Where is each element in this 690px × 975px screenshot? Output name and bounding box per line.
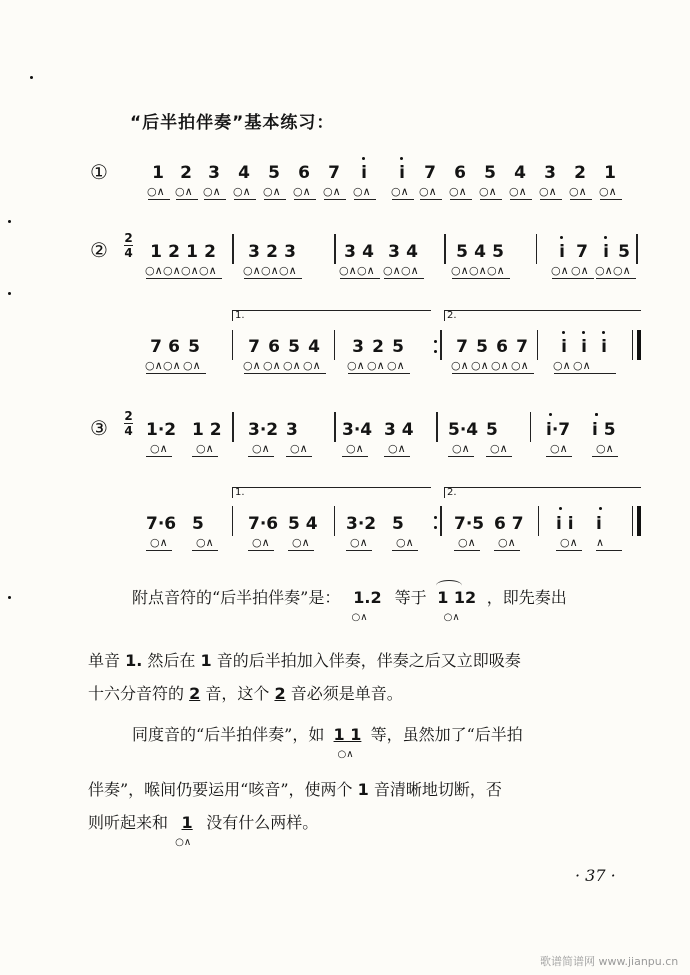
beat-underline: [592, 456, 618, 457]
accompaniment-mark: ○∧: [252, 536, 270, 549]
accompaniment-mark: ○∧: [181, 264, 199, 277]
beat-underline: [264, 199, 286, 200]
accompaniment-mark: ○∧: [293, 185, 311, 198]
note-group: 3·2: [346, 514, 377, 534]
accompaniment-mark: ○∧: [145, 264, 163, 277]
beat-underline: [452, 373, 474, 374]
volta-1: 1.: [232, 487, 431, 498]
beat-underline: [480, 199, 502, 200]
accompaniment-mark: ○∧: [263, 359, 281, 372]
beat-underline: [494, 550, 520, 551]
beat-underline: [200, 278, 222, 279]
inline-note: [329, 725, 365, 760]
accompaniment-mark: ○∧: [383, 264, 401, 277]
accompaniment-mark: ○∧: [203, 185, 221, 198]
accompaniment-mark: ○∧: [553, 359, 571, 372]
exercise-2-label: ②: [90, 238, 108, 262]
accompaniment-mark: ○∧: [290, 442, 308, 455]
accompaniment-mark: ○∧: [449, 185, 467, 198]
beat-underline: [540, 199, 562, 200]
beat-underline: [570, 199, 592, 200]
beat-underline: [234, 199, 256, 200]
margin-speck: [8, 596, 11, 599]
bar-line: [537, 330, 538, 360]
note: 2: [168, 242, 180, 262]
octave-dot: [400, 157, 403, 160]
octave-dot: [560, 236, 563, 239]
note: 5: [618, 242, 630, 262]
note: 7: [424, 163, 436, 183]
accompaniment-mark: ○∧: [443, 612, 460, 623]
note: i: [581, 337, 587, 357]
accompaniment-mark: ○∧: [387, 359, 405, 372]
note: i: [561, 337, 567, 357]
octave-dot: [604, 236, 607, 239]
accompaniment-mark: ○∧: [479, 185, 497, 198]
beat-underline: [354, 199, 376, 200]
note-text: 1.2: [353, 588, 382, 607]
note-group: 3 4: [384, 420, 414, 440]
note-group: 5: [192, 514, 204, 534]
accompaniment-mark: ○∧: [498, 536, 516, 549]
time-bottom: 4: [124, 246, 133, 260]
accompaniment-mark: ○∧: [560, 536, 578, 549]
repeat-dot: [434, 340, 437, 343]
paragraph-line-4: [132, 722, 523, 760]
volta-2: 2.: [444, 310, 641, 321]
text: 则听起来和: [88, 813, 169, 832]
note: 5: [188, 337, 200, 357]
repeat-dot: [434, 526, 437, 529]
octave-dot: [599, 507, 602, 510]
accompaniment-mark: ○∧: [353, 185, 371, 198]
paragraph-line-5: [88, 777, 502, 800]
beat-underline: [288, 550, 314, 551]
accompaniment-mark: ○∧: [183, 359, 201, 372]
accompaniment-mark: ○∧: [550, 442, 568, 455]
bar-line: [232, 412, 234, 442]
inline-note: 1: [200, 651, 212, 670]
beat-underline: [244, 373, 266, 374]
accompaniment-mark: ○∧: [471, 359, 489, 372]
accompaniment-mark: ○∧: [196, 442, 214, 455]
beat-underline: [402, 278, 424, 279]
beat-underline: [450, 199, 472, 200]
note: 3: [284, 242, 296, 262]
note: 6: [268, 337, 280, 357]
note-group: i·7: [546, 420, 571, 440]
beat-underline: [472, 373, 494, 374]
paragraph-line-2: [88, 648, 521, 671]
text: 附点音符的“后半拍伴奏”是：: [132, 588, 341, 607]
text: 音，这个: [205, 684, 270, 703]
beat-underline: [614, 278, 636, 279]
note: 5: [392, 337, 404, 357]
beat-underline: [556, 550, 582, 551]
note-group: 7·5: [454, 514, 485, 534]
note: i: [601, 337, 607, 357]
bar-line: [232, 330, 233, 360]
note-group: 3·4: [342, 420, 373, 440]
bar-line: [334, 506, 335, 536]
paragraph-line-3: [88, 681, 403, 704]
note: 4: [406, 242, 418, 262]
paragraph-line-1: [132, 585, 567, 623]
note: 2: [204, 242, 216, 262]
note: 2: [266, 242, 278, 262]
note: i: [603, 242, 609, 262]
accompaniment-mark: ○∧: [337, 749, 354, 760]
beat-underline: [454, 550, 480, 551]
note-group: 5: [392, 514, 404, 534]
accompaniment-mark: ○∧: [175, 185, 193, 198]
text: 音必须是单音。: [290, 684, 403, 703]
accompaniment-mark: ○∧: [199, 264, 217, 277]
beat-underline: [294, 199, 316, 200]
text: 音的后半拍加入伴奏，伴奏之后又立即吸奏: [216, 651, 521, 670]
final-bar: [637, 330, 641, 360]
beat-underline: [280, 278, 302, 279]
accompaniment-mark: ○∧: [613, 264, 631, 277]
note: 3: [544, 163, 556, 183]
beat-underline: [600, 199, 622, 200]
note: 6: [454, 163, 466, 183]
inline-note: 2: [274, 684, 286, 703]
accompaniment-mark: ○∧: [303, 359, 321, 372]
octave-dot: [595, 413, 598, 416]
beat-underline: [192, 550, 218, 551]
accompaniment-mark: ○∧: [279, 264, 297, 277]
text: 等于: [394, 588, 427, 607]
accompaniment-mark: ○∧: [283, 359, 301, 372]
accompaniment-mark: ○∧: [573, 359, 591, 372]
bar-line: [232, 234, 234, 264]
beat-underline: [284, 373, 306, 374]
beat-underline: [448, 456, 474, 457]
beat-underline: [146, 456, 172, 457]
beat-underline: [264, 373, 286, 374]
note: 7: [328, 163, 340, 183]
accompaniment-mark: ○∧: [487, 264, 505, 277]
accompaniment-mark: ○∧: [339, 264, 357, 277]
accompaniment-mark: ∧: [596, 536, 605, 549]
margin-speck: [30, 76, 33, 79]
octave-dot: [549, 413, 552, 416]
note: 3: [248, 242, 260, 262]
accompaniment-mark: ○∧: [350, 536, 368, 549]
note: 3: [388, 242, 400, 262]
time-top: 2: [124, 409, 133, 423]
accompaniment-mark: ○∧: [419, 185, 437, 198]
note: 6: [298, 163, 310, 183]
inline-note: [432, 588, 482, 623]
text: 伴奏”，喉间仍要运用“咳音”，使两个: [88, 780, 353, 799]
beat-underline: [358, 278, 380, 279]
accompaniment-mark: ○∧: [458, 536, 476, 549]
bar-line: [444, 234, 446, 264]
beat-underline: [492, 373, 514, 374]
text: ，即先奏出: [486, 588, 567, 607]
watermark: 歌谱简谱网 www.jianpu.cn: [540, 955, 679, 968]
beat-underline: [184, 373, 206, 374]
beat-underline: [248, 456, 274, 457]
note: 2: [574, 163, 586, 183]
accompaniment-mark: ○∧: [175, 837, 192, 848]
beat-underline: [488, 278, 510, 279]
note: i: [559, 242, 565, 262]
margin-speck: [8, 220, 11, 223]
note: 2: [180, 163, 192, 183]
note: 5: [268, 163, 280, 183]
note: 6: [496, 337, 508, 357]
bar-line: [232, 506, 233, 536]
exercise-3-label: ③: [90, 416, 108, 440]
bar-line: [632, 330, 633, 360]
beat-underline: [204, 199, 226, 200]
accompaniment-mark: ○∧: [347, 359, 365, 372]
bar-line: [530, 412, 531, 442]
accompaniment-mark: ○∧: [150, 442, 168, 455]
beat-underline: [304, 373, 326, 374]
octave-dot: [362, 157, 365, 160]
accompaniment-mark: ○∧: [539, 185, 557, 198]
note: i: [361, 163, 367, 183]
note: 5: [484, 163, 496, 183]
note: 7: [516, 337, 528, 357]
bar-line: [334, 234, 336, 264]
note: 3: [352, 337, 364, 357]
final-bar: [637, 506, 641, 536]
time-top: 2: [124, 231, 133, 245]
accompaniment-mark: ○∧: [145, 359, 163, 372]
beat-underline: [392, 199, 414, 200]
note: 4: [362, 242, 374, 262]
exercise-3-time-signature: [124, 410, 133, 437]
beat-underline: [368, 373, 390, 374]
time-bottom: 4: [124, 424, 133, 438]
accompaniment-mark: ○∧: [401, 264, 419, 277]
repeat-dot: [434, 350, 437, 353]
beat-underline: [546, 456, 572, 457]
beat-underline: [148, 199, 170, 200]
beat-underline: [596, 550, 622, 551]
text: 然后在: [147, 651, 196, 670]
beat-underline: [176, 199, 198, 200]
note-group: 5 4: [288, 514, 318, 534]
accompaniment-mark: ○∧: [452, 442, 470, 455]
octave-dot: [559, 507, 562, 510]
page-number: · 37 ·: [575, 866, 616, 885]
note: 1: [150, 242, 162, 262]
margin-speck: [8, 292, 11, 295]
note-group: 7·6: [146, 514, 177, 534]
beat-underline: [324, 199, 346, 200]
inline-note: 2: [189, 684, 201, 703]
accompaniment-mark: ○∧: [596, 442, 614, 455]
accompaniment-mark: ○∧: [357, 264, 375, 277]
beat-underline: [554, 373, 576, 374]
beat-underline: [512, 373, 534, 374]
text: 等，虽然加了“后半拍: [370, 725, 523, 744]
accompaniment-mark: ○∧: [551, 264, 569, 277]
accompaniment-mark: ○∧: [292, 536, 310, 549]
bar-line: [334, 412, 336, 442]
beat-underline: [574, 373, 596, 374]
accompaniment-mark: ○∧: [595, 264, 613, 277]
accompaniment-mark: ○∧: [150, 536, 168, 549]
accompaniment-mark: ○∧: [263, 185, 281, 198]
note: 7: [456, 337, 468, 357]
exercise-2-time-signature: [124, 232, 133, 259]
text: 没有什么两样。: [206, 813, 319, 832]
text: 单音: [88, 651, 121, 670]
note: 5: [492, 242, 504, 262]
octave-dot: [602, 331, 605, 334]
note-group: 6 7: [494, 514, 524, 534]
note: 5: [476, 337, 488, 357]
accompaniment-mark: ○∧: [451, 264, 469, 277]
bar-line: [632, 506, 633, 536]
accompaniment-mark: ○∧: [252, 442, 270, 455]
note: 5: [288, 337, 300, 357]
note-text: 1: [181, 813, 193, 832]
note-group: i 5: [592, 420, 616, 440]
accompaniment-mark: ○∧: [163, 359, 181, 372]
note: 7: [248, 337, 260, 357]
note: 1: [604, 163, 616, 183]
beat-underline: [346, 550, 372, 551]
accompaniment-mark: ○∧: [569, 185, 587, 198]
beat-underline: [164, 373, 186, 374]
beat-underline: [348, 373, 370, 374]
bar-line: [436, 412, 438, 442]
paragraph-line-6: [88, 810, 319, 848]
accompaniment-mark: ○∧: [490, 442, 508, 455]
accompaniment-mark: ○∧: [571, 264, 589, 277]
bar-line: [334, 330, 335, 360]
note-group: 7·6: [248, 514, 279, 534]
note-group: 3·2: [248, 420, 279, 440]
accompaniment-mark: ○∧: [351, 612, 368, 623]
inline-note: [345, 588, 389, 623]
bar-line: [440, 506, 442, 536]
note-text: 1 12: [437, 588, 477, 607]
bar-line: [538, 506, 539, 536]
inline-note: 1: [357, 780, 369, 799]
text: 音清晰地切断，否: [373, 780, 502, 799]
text: 同度音的“后半拍伴奏”，如: [132, 725, 325, 744]
accompaniment-mark: ○∧: [346, 442, 364, 455]
beat-underline: [392, 550, 418, 551]
note: 4: [514, 163, 526, 183]
accompaniment-mark: ○∧: [469, 264, 487, 277]
note: 3: [208, 163, 220, 183]
volta-1: 1.: [232, 310, 431, 321]
note: 2: [372, 337, 384, 357]
section-title: “后半拍伴奏”基本练习：: [130, 113, 335, 133]
note-text: 1 1: [333, 725, 362, 744]
accompaniment-mark: ○∧: [243, 359, 261, 372]
beat-underline: [388, 373, 410, 374]
accompaniment-mark: ○∧: [163, 264, 181, 277]
beat-underline: [192, 456, 218, 457]
note: 4: [308, 337, 320, 357]
exercise-1-label: ①: [90, 160, 108, 184]
note: 1: [152, 163, 164, 183]
accompaniment-mark: ○∧: [323, 185, 341, 198]
beat-underline: [286, 456, 312, 457]
inline-note: 1.: [125, 651, 143, 670]
text: 十六分音符的: [88, 684, 185, 703]
note: 6: [168, 337, 180, 357]
accompaniment-mark: ○∧: [491, 359, 509, 372]
beat-underline: [572, 278, 594, 279]
bar-line: [536, 234, 537, 264]
beat-underline: [146, 550, 172, 551]
octave-dot: [562, 331, 565, 334]
bar-line: [636, 234, 638, 264]
accompaniment-mark: ○∧: [509, 185, 527, 198]
inline-note: [173, 813, 201, 848]
note-group: 5·4: [448, 420, 479, 440]
note: 3: [344, 242, 356, 262]
note: 5: [456, 242, 468, 262]
repeat-dot: [434, 516, 437, 519]
note-group: 1 2: [192, 420, 222, 440]
volta-2: 2.: [444, 487, 641, 498]
beat-underline: [384, 456, 410, 457]
note-group: i: [596, 514, 602, 534]
beat-underline: [342, 456, 368, 457]
beat-underline: [594, 373, 616, 374]
note: 1: [186, 242, 198, 262]
accompaniment-mark: ○∧: [391, 185, 409, 198]
beat-underline: [552, 278, 574, 279]
accompaniment-mark: ○∧: [147, 185, 165, 198]
note-group: 5: [486, 420, 498, 440]
beat-underline: [510, 199, 532, 200]
beat-underline: [248, 550, 274, 551]
accompaniment-mark: ○∧: [451, 359, 469, 372]
note: i: [399, 163, 405, 183]
accompaniment-mark: ○∧: [233, 185, 251, 198]
note-group: 1·2: [146, 420, 177, 440]
beat-underline: [486, 456, 512, 457]
note-group: i i: [556, 514, 574, 534]
accompaniment-mark: ○∧: [196, 536, 214, 549]
note-group: 3: [286, 420, 298, 440]
bar-line: [440, 330, 442, 360]
octave-dot: [582, 331, 585, 334]
note: 7: [576, 242, 588, 262]
note: 4: [238, 163, 250, 183]
note: 7: [150, 337, 162, 357]
accompaniment-mark: ○∧: [599, 185, 617, 198]
accompaniment-mark: ○∧: [396, 536, 414, 549]
accompaniment-mark: ○∧: [388, 442, 406, 455]
accompaniment-mark: ○∧: [243, 264, 261, 277]
accompaniment-mark: ○∧: [511, 359, 529, 372]
accompaniment-mark: ○∧: [261, 264, 279, 277]
accompaniment-mark: ○∧: [367, 359, 385, 372]
note: 4: [474, 242, 486, 262]
beat-underline: [420, 199, 442, 200]
